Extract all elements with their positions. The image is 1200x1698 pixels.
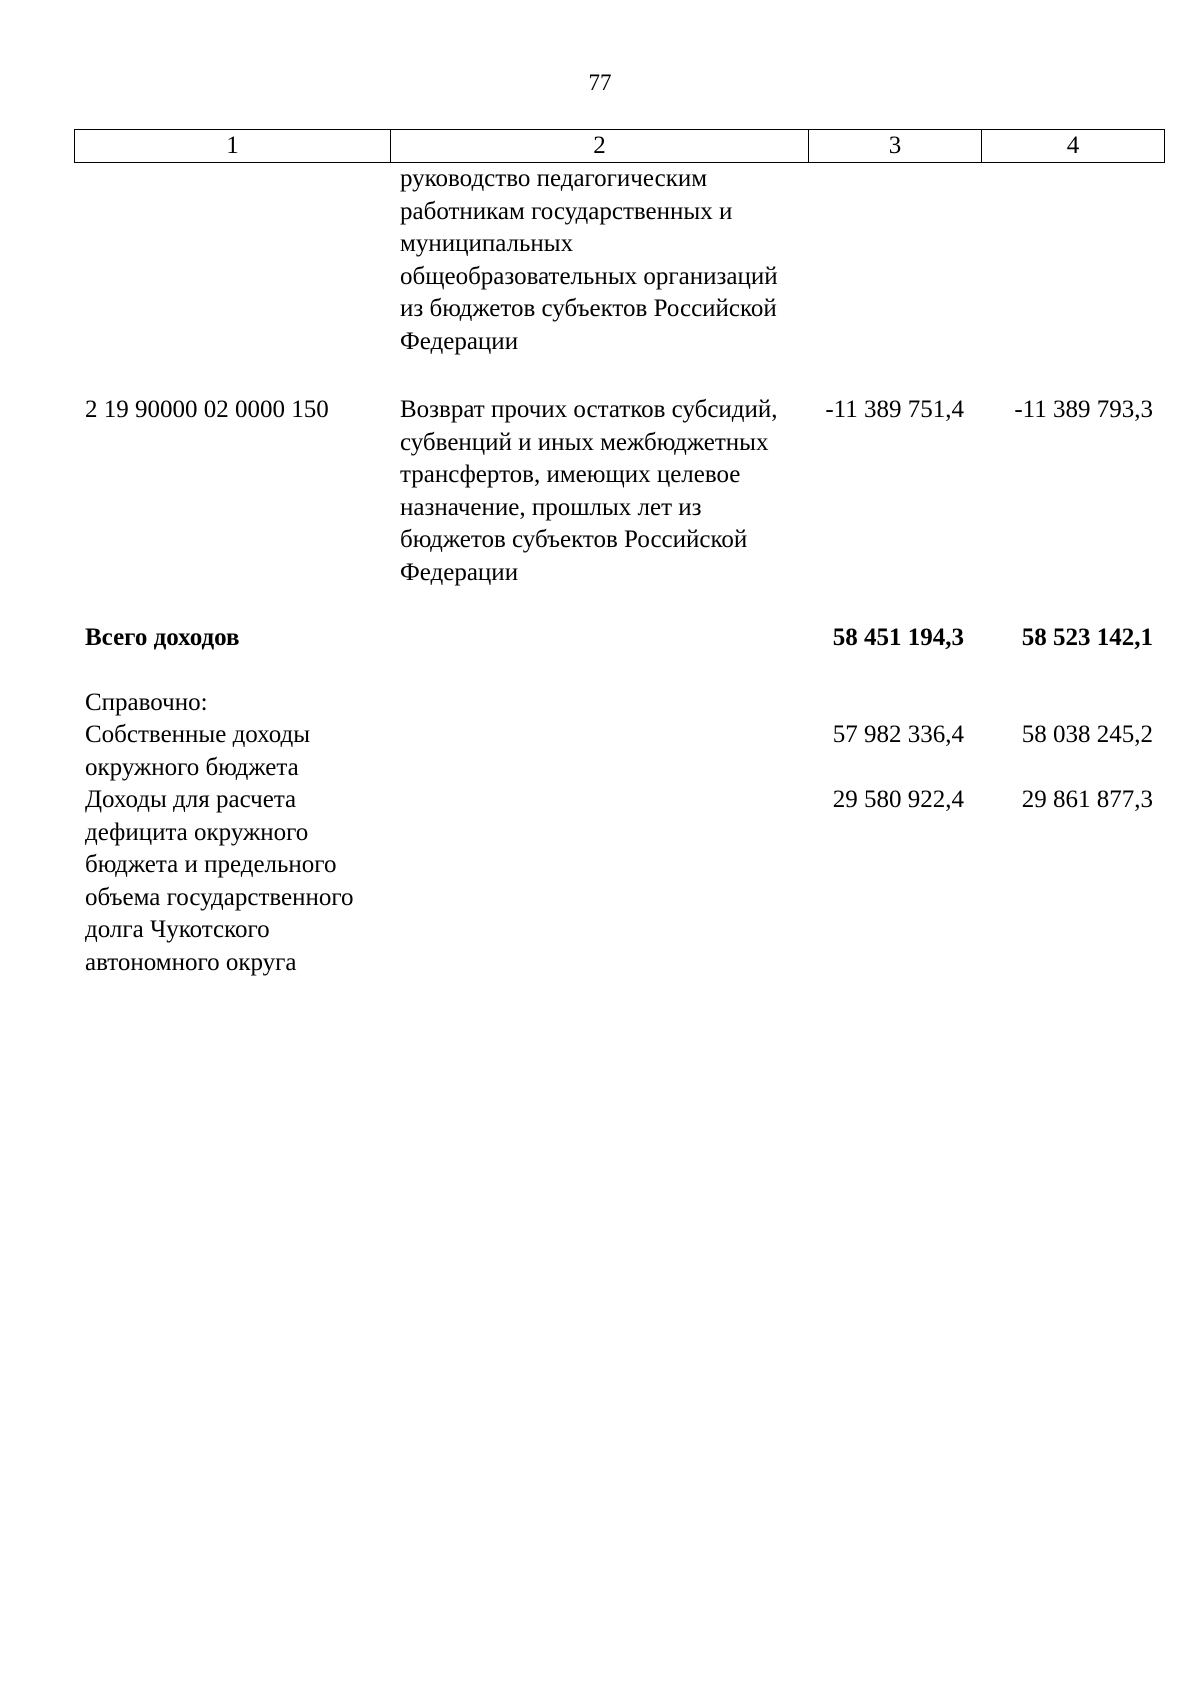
return-row-value-4: -11 389 793,3 <box>1014 396 1153 423</box>
header-row <box>75 130 1165 163</box>
total-label: Всего доходов <box>85 624 240 651</box>
own-income-value-3: 57 982 336,4 <box>832 721 964 748</box>
return-row-value-3: -11 389 751,4 <box>825 396 964 423</box>
return-row-name: Возврат прочих остатков субсидий, субвенций и иных межбюджетных трансфертов, имеющих целевое назначение, прошлых лет из бюджетов субъектов Российской Федерации <box>400 396 778 586</box>
total-value-4: 58 523 142,1 <box>1021 624 1153 651</box>
return-row-code: 2 19 90000 02 0000 150 <box>85 396 329 423</box>
own-income-value-4: 58 038 245,2 <box>1021 721 1153 748</box>
header-col-1: 1 <box>75 130 391 163</box>
deficit-income-label: Доходы для расчета дефицита окружного бюджета и предельного объема государственного долга Чукотского автономного округа <box>85 786 354 976</box>
header-col-2: 2 <box>391 130 809 163</box>
continued-row-name: руководство педагогическим работникам государственных и муниципальных общеобразовательных организаций из бюджетов субъектов Российской Федерации <box>400 165 778 355</box>
reference-title: Справочно: <box>85 689 208 716</box>
header-col-3: 3 <box>809 130 982 163</box>
own-income-label: Собственные доходы окружного бюджета <box>85 721 311 781</box>
total-value-3: 58 451 194,3 <box>832 624 964 651</box>
page-number: 77 <box>588 70 612 95</box>
deficit-income-value-3: 29 580 922,4 <box>832 786 964 813</box>
column-header-table <box>74 129 1165 163</box>
header-col-4: 4 <box>982 130 1165 163</box>
deficit-income-value-4: 29 861 877,3 <box>1021 786 1153 813</box>
